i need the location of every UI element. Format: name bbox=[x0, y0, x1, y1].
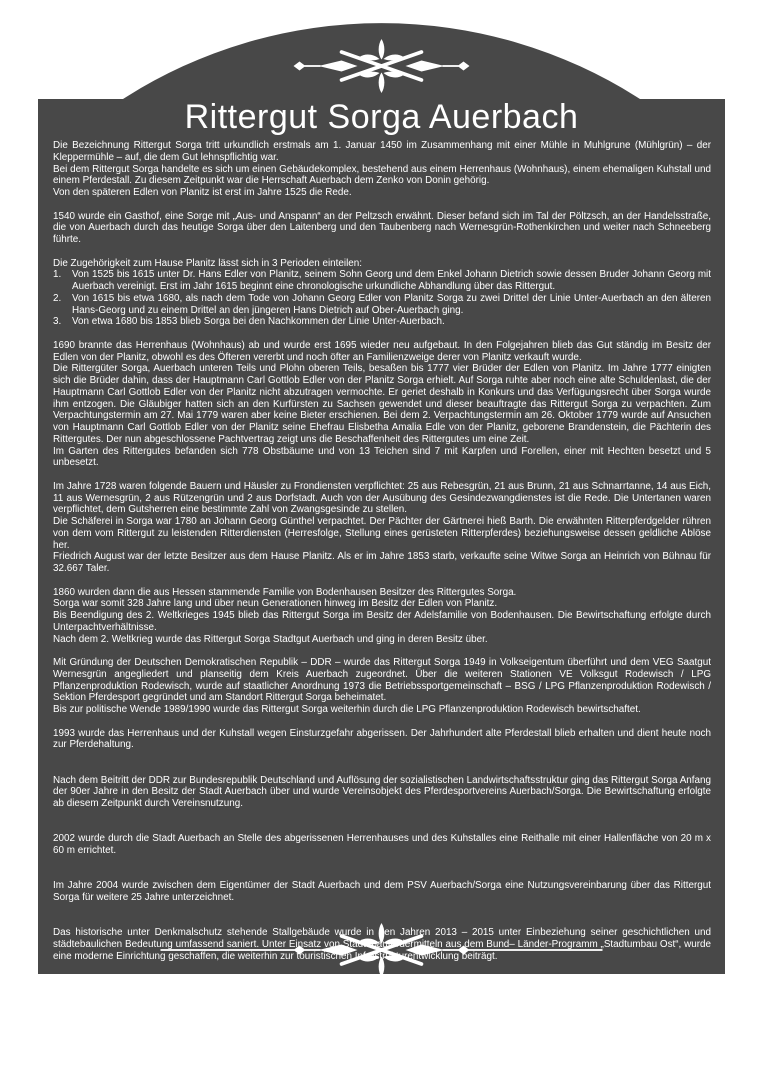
paragraph-line: 2002 wurde durch die Stadt Auerbach an Stelle des abgerissenen Herrenhauses und des Kuhstalles eine Reithalle mit einer Hallenfläche von 20 m x 60 m errichtet. bbox=[53, 833, 711, 856]
paragraph-line: Das historische unter Denkmalschutz stehende Stallgebäude wurde in den Jahren 2013 – 2015 unter Einbeziehung seiner geschichtlichen und städtebaulichen Bedeutung umfassend saniert. Unter Einsatz von Städtebaufördermitteln aus dem Bund– Länder-Programm „Stadtumbau Ost“, wurde eine moderne Einrichtung geschaffen, die weiterhin zur touristischen Infrastrukturentwicklung beiträgt. bbox=[53, 927, 711, 962]
paragraph-line: Im Jahre 1728 waren folgende Bauern und Häusler zu Frondiensten verpflichtet: 25 aus Rebesgrün, 21 aus Brunn, 21 aus Schnarrtanne, 14 aus Eich, 11 aus Wernesgrün, 2 aus Rützengrün und 2 aus Dorfstadt. Auch von der Ausübung des Gesindezwangdienstes ist die Rede. Die Untertanen waren verpflichtet, dem Gutsherren eine bestimmte Zahl von Zwangsgesinde zu stellen. bbox=[53, 480, 711, 516]
paragraph-line: Bis Beendigung des 2. Weltkrieges 1945 blieb das Rittergut Sorga im Besitz der Adelsfamilie von Bodenhausen. Die Bewirtschaftung erfolgte durch Unterpachtverhältnisse. bbox=[53, 610, 711, 633]
paragraph-line: Die Rittergüter Sorga, Auerbach unteren Teils und Plohn oberen Teils, besaßen bis 1777 vier Brüder der Edlen von Planitz. Im Jahre 1777 einigten sich die Brüder dahin, dass der Hauptmann Carl Gottlob Edler von der Planitz Sorga erhielt. Auf Sorga ruhte aber noch eine alte Schuldenlast, die der Hauptmann Carl Gottlob Edler von der Planitz nicht abzutragen vermochte. Er geriet deshalb in Konkurs und das Verfügungsrecht über Sorga wurde ihm entzogen. Die Gläubiger hatten sich an den Kurfürsten zu Sachsen gewendet und dieser beauftragte das Rittergut Sorga zu verpachten. Zum Verpachtungstermin am 27. Mai 1779 waren aber keine Bieter erschienen. Bei dem 2. Verpachtungstermin am 26. Oktober 1779 wurde auf Ansuchen von Hauptmann Carl Gottlob Edler von der Planitz seine Ehefrau Elisbetha Amalia Edle von der Planitz, geborene Brandenstein, die Pächterin des Rittergutes. Der nun abgeschlossene Pachtvertrag zeigt uns die Beschaffenheit des Rittergutes um eine Zeit. bbox=[53, 363, 711, 445]
paragraph-line: 1860 wurden dann die aus Hessen stammende Familie von Bodenhausen Besitzer des Rittergutes Sorga. bbox=[53, 586, 517, 598]
paragraph-line: Friedrich August war der letzte Besitzer aus dem Hause Planitz. Als er im Jahre 1853 starb, verkaufte seine Witwe Sorga an Heinrich von Bühnau für 32.667 Taler. bbox=[53, 551, 711, 574]
paragraph-block bbox=[53, 481, 711, 575]
paragraph-block bbox=[53, 140, 711, 199]
body-paragraphs bbox=[53, 140, 711, 963]
paragraph-line: Die Bezeichnung Rittergut Sorga tritt urkundlich erstmals am 1. Januar 1450 im Zusammenhang mit einer Mühle in Muhlgrune (Mühlgrün) – der Kleppermühle – auf, die dem Gut lehnspflichtig war. bbox=[53, 140, 711, 163]
paragraph-line: Nach dem 2. Weltkrieg wurde das Rittergut Sorga Stadtgut Auerbach und ging in deren Besitz über. bbox=[53, 633, 488, 645]
list-intro: Die Zugehörigkeit zum Hause Planitz lässt sich in 3 Perioden einteilen: bbox=[53, 257, 363, 269]
paragraph-block bbox=[53, 775, 711, 810]
paragraph-block bbox=[53, 211, 711, 246]
paragraph-line: 1690 brannte das Herrenhaus (Wohnhaus) ab und wurde erst 1695 wieder neu aufgebaut. In den Folgejahren blieb das Gut ständig im Besitz der Edlen von der Planitz, obwohl es des Öfteren vererbt und noch öfter an Familienzweige derer von Planitz verkauft wurde. bbox=[53, 339, 711, 363]
paragraph-block bbox=[53, 258, 711, 329]
list-item bbox=[53, 293, 711, 317]
list-item-text: Von 1525 bis 1615 unter Dr. Hans Edler von Planitz, seinem Sohn Georg und dem Enkel Johann Dietrich sowie dessen Bruder Johann Georg mit Auerbach vereinigt. Erst im Jahr 1615 beginnt eine chronologische urkundliche Abhandlung über das Rittergut. bbox=[72, 269, 711, 292]
paragraph-block bbox=[53, 657, 711, 716]
paragraph-line: Im Jahre 2004 wurde zwischen dem Eigentümer der Stadt Auerbach und dem PSV Auerbach/Sorga eine Nutzungsvereinbarung über das Rittergut Sorga für weitere 25 Jahre unterzeichnet. bbox=[53, 880, 711, 903]
paragraph-line: Nach dem Beitritt der DDR zur Bundesrepublik Deutschland und Auflösung der sozialistischen Landwirtschaftsstruktur ging das Rittergut Sorga Anfang der 90er Jahre in den Besitz der Stadt Auerbach über und wurde Vereinsobjekt des Pferdesportvereins Auerbach/Sorga. Die Bewirtschaftung erfolgte ab diesem Zeitpunkt durch Vereinsnutzung. bbox=[53, 774, 711, 809]
list-item bbox=[53, 269, 711, 293]
paragraph-block bbox=[53, 340, 711, 469]
paragraph-line: Mit Gründung der Deutschen Demokratischen Republik – DDR – wurde das Rittergut Sorga 1949 in Volkseigentum überführt und dem VEG Saatgut Wernesgrün angegliedert und planseitig dem Kreis Auerbach zugeordnet. Über die weiteren Stationen VE Volksgut Rodewisch / LPG Pflanzenproduktion Rodewisch, wurde auf staatlicher Anordnung 1973 die Betriebssportgemeinschaft – BSG / LPG Pflanzenproduktion Rodewisch / Sektion Pferdesport gegründet und am Standort Rittergut Sorga beheimatet. bbox=[53, 657, 711, 704]
list-item-number: 2. bbox=[53, 292, 62, 304]
list-item-text: Von etwa 1680 bis 1853 blieb Sorga bei den Nachkommen der Linie Unter-Auerbach. bbox=[72, 316, 445, 328]
paragraph-line: Bei dem Rittergut Sorga handelte es sich um einen Gebäudekomplex, bestehend aus einem Herrenhaus (Wohnhaus), einem ehemaligen Kuhstall und einem Pferdestall. Zu diesem Zeitpunkt war die Herrschaft Auerbach dem Zenko von Donin gehörig. bbox=[53, 163, 711, 187]
paragraph-block bbox=[53, 587, 711, 646]
list-item-number: 1. bbox=[53, 269, 62, 281]
paragraph-block bbox=[53, 880, 711, 904]
paragraph-line: Von den späteren Edlen von Planitz ist erst im Jahre 1525 die Rede. bbox=[53, 187, 352, 198]
paragraph-line: Bis zur politische Wende 1989/1990 wurde das Rittergut Sorga weiterhin durch die LPG Pflanzenproduktion Rodewisch bewirtschaftet. bbox=[53, 704, 641, 715]
paragraph-line: 1540 wurde ein Gasthof, eine Sorge mit „Aus- und Anspann“ an der Peltzsch erwähnt. Dieser befand sich im Tal der Pöltzsch, an der Handelsstraße, die von Auerbach durch das heutige Sorga über den Laitenberg und den Taubenberg nach Wernesgrün-Rothenkirchen und weiter nach Schneeberg führte. bbox=[53, 210, 711, 245]
list-item-text: Von 1615 bis etwa 1680, als nach dem Tode von Johann Georg Edler von Planitz Sorga zu zwei Drittel der Linie Unter-Auerbach an den älteren Hans-Georg und zu einem Drittel an den jüngeren Hans Dietrich auf Ober-Auerbach ging. bbox=[72, 292, 711, 316]
paragraph-block bbox=[53, 728, 711, 752]
paragraph-block bbox=[53, 833, 711, 857]
paragraph-line: 1993 wurde das Herrenhaus und der Kuhstall wegen Einsturzgefahr abgerissen. Der Jahrhundert alte Pferdestall blieb erhalten und dient heute noch zur Pferdehaltung. bbox=[53, 727, 711, 751]
paragraph-line: Sorga war somit 328 Jahre lang und über neun Generationen hinweg im Besitz der Edlen von Planitz. bbox=[53, 598, 498, 610]
paragraph-line: Die Schäferei in Sorga war 1780 an Johann Georg Günthel verpachtet. Der Pächter der Gärtnerei hieß Barth. Die erwähnten Ritterpferdgelder rühren von dem vom Rittergut zu leistenden Ritterdiensten (Herresfolge, Stellung eines gerüsteten Ritterpferdes) beziehungsweise dessen geldliche Ablöse her. bbox=[53, 516, 711, 551]
sign-title: Rittergut Sorga Auerbach bbox=[184, 98, 579, 136]
paragraph-block bbox=[53, 927, 711, 962]
paragraph-line: Im Garten des Rittergutes befanden sich 778 Obstbäume und von 13 Teichen sind 7 mit Karpfen und Forellen, einer mit Hechten besetzt und 5 unbesetzt. bbox=[53, 445, 711, 469]
list-item bbox=[53, 316, 711, 328]
list-item-number: 3. bbox=[53, 316, 62, 328]
